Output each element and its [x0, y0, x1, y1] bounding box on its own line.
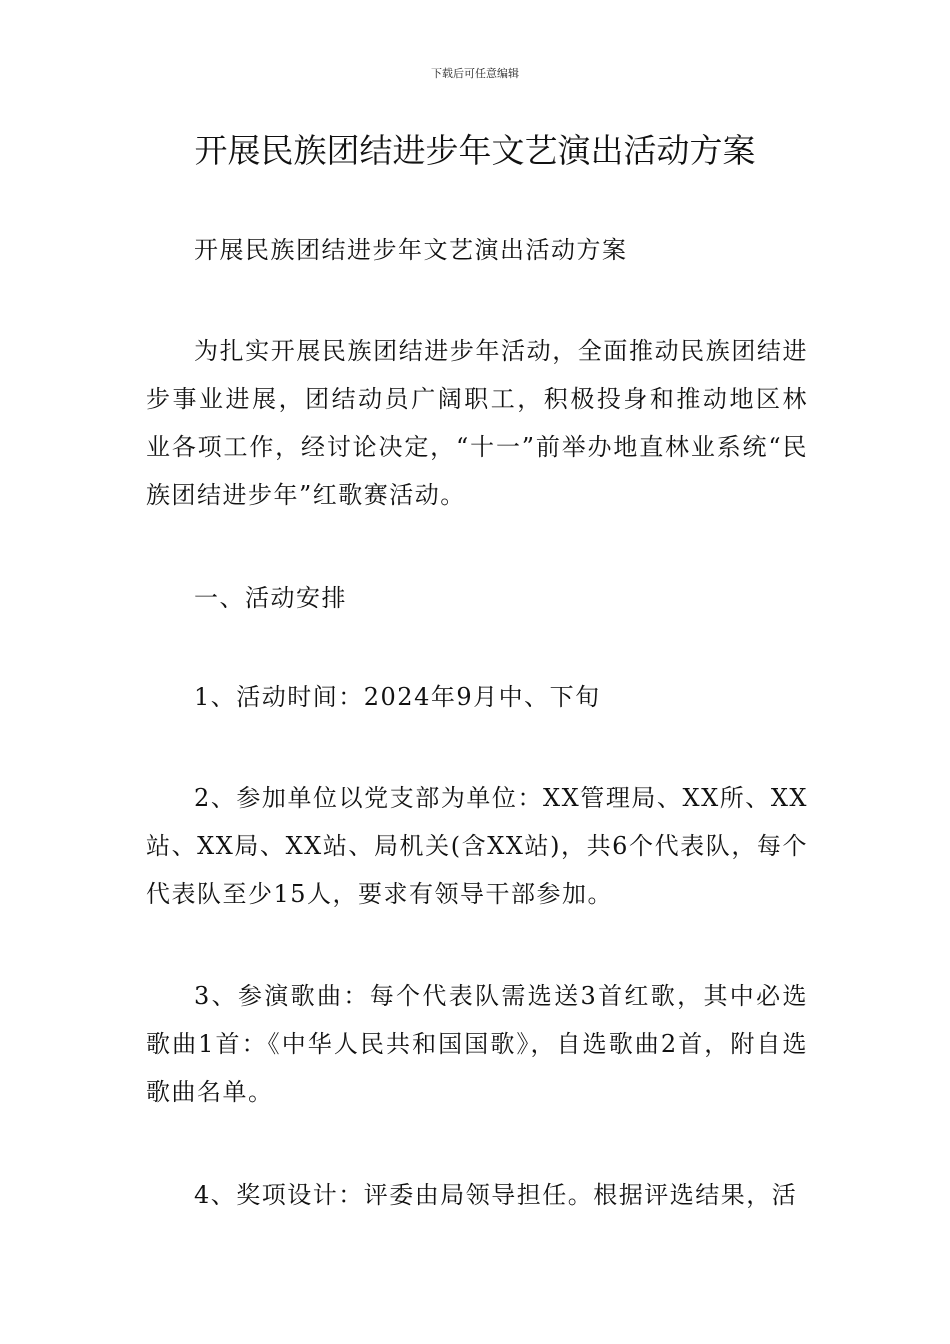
header-note: 下载后可任意编辑: [431, 67, 519, 80]
item-performance-songs: 3、参演歌曲：每个代表队需选送3首红歌，其中必选歌曲1首：《中华人民共和国国歌》，自选歌曲2首，附自选歌曲名单。: [146, 982, 808, 1106]
item-participating-units: 2、参加单位以党支部为单位：XX管理局、XX所、XX站、XX局、XX站、局机关(含XX站)，共6个代表队，每个代表队至少15人，要求有领导干部参加。: [146, 784, 808, 908]
subtitle-paragraph: 开展民族团结进步年文艺演出活动方案: [194, 236, 628, 264]
item-activity-time: 1、活动时间：2024年9月中、下旬: [194, 683, 601, 711]
intro-paragraph: 为扎实开展民族团结进步年活动，全面推动民族团结进步事业进展，团结动员广阔职工，积极投身和推动地区林业各项工作，经讨论决定，“十一”前举办地直林业系统“民族团结进步年”红歌赛活动。: [146, 337, 808, 509]
item-award-design: 4、奖项设计：评委由局领导担任。根据评选结果，活: [194, 1181, 798, 1209]
section-heading-activity-arrangement: 一、活动安排: [194, 584, 347, 612]
document-title: 开展民族团结进步年文艺演出活动方案: [194, 131, 756, 170]
